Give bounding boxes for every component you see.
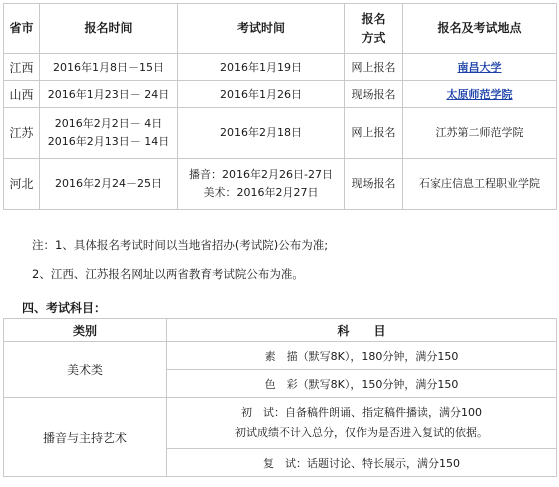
location-cell (403, 54, 557, 81)
header-registration-method (345, 4, 403, 54)
subject-cell-preliminary: 初 试：自备稿件朗诵、指定稿件播读，满分100 初试成绩不计入总分，仅作为是否进入复试的依据。 (167, 398, 557, 449)
location-link-taiyuan-normal-university[interactable]: 太原师范学院 (446, 88, 513, 101)
province-cell: 江苏 (4, 108, 40, 159)
subject-row-art (4, 342, 557, 370)
subject-cell-retest: 复 试：话题讨论、特长展示，满分150 (167, 449, 557, 477)
registration-time-cell: 2016年2月24－25日 (40, 159, 178, 210)
header-method-line2: 方式 (361, 30, 386, 45)
header-method-line1: 报名 (361, 11, 386, 26)
header-exam-time: 考试时间 (178, 4, 345, 54)
exam-schedule-table (3, 3, 557, 210)
schedule-row-hebei (4, 159, 557, 210)
province-cell: 河北 (4, 159, 40, 210)
method-cell: 网上报名 (345, 54, 403, 81)
location-cell: 江苏第二师范学院 (403, 108, 557, 159)
location-cell (403, 81, 557, 108)
method-cell: 现场报名 (345, 159, 403, 210)
exam-subjects-table (3, 318, 557, 477)
category-cell-broadcasting: 播音与主持艺术 (4, 398, 167, 477)
registration-time-line: 2016年2月13日－ 14日 (47, 135, 170, 148)
registration-time-cell: 2016年1月23日－ 24日 (40, 81, 178, 108)
schedule-header-row (4, 4, 557, 54)
subjects-header-row (4, 319, 557, 342)
province-cell: 江西 (4, 54, 40, 81)
note-1: 注：1、具体报名考试时间以当地省招办(考试院)公布为准; (32, 238, 329, 252)
registration-time-cell: 2016年1月8日－15日 (40, 54, 178, 81)
province-cell: 山西 (4, 81, 40, 108)
exam-time-cell: 2016年2月18日 (178, 108, 345, 159)
exam-time-line: 播音：2016年2月26日-27日 (189, 168, 333, 181)
subject-cell-sketch: 素 描（默写8K），180分钟，满分150 (167, 342, 557, 370)
section-title-exam-subjects: 四、考试科目： (22, 301, 107, 315)
exam-time-cell: 2016年1月19日 (178, 54, 345, 81)
subject-cell-color: 色 彩（默写8K），150分钟，满分150 (167, 370, 557, 398)
schedule-row-jiangsu (4, 108, 557, 159)
schedule-row-jiangxi (4, 54, 557, 81)
registration-time-line: 2016年2月2日－ 4日 (54, 117, 163, 130)
subject-row-broadcasting (4, 398, 557, 449)
exam-time-cell: 2016年1月26日 (178, 81, 345, 108)
category-cell-art: 美术类 (4, 342, 167, 398)
registration-time-cell (40, 108, 178, 159)
header-category: 类别 (4, 319, 167, 342)
header-location: 报名及考试地点 (403, 4, 557, 54)
location-cell: 石家庄信息工程职业学院 (403, 159, 557, 210)
schedule-row-shanxi (4, 81, 557, 108)
header-registration-time: 报名时间 (40, 4, 178, 54)
method-cell: 网上报名 (345, 108, 403, 159)
note-2: 2、江西、江苏报名网址以两省教育考试院公布为准。 (32, 267, 304, 281)
exam-time-line: 美术：2016年2月27日 (203, 186, 319, 199)
method-cell: 现场报名 (345, 81, 403, 108)
header-province: 省市 (4, 4, 40, 54)
exam-time-cell (178, 159, 345, 210)
header-subjects: 科 目 (167, 319, 557, 342)
location-link-nanchang-university[interactable]: 南昌大学 (457, 61, 502, 74)
